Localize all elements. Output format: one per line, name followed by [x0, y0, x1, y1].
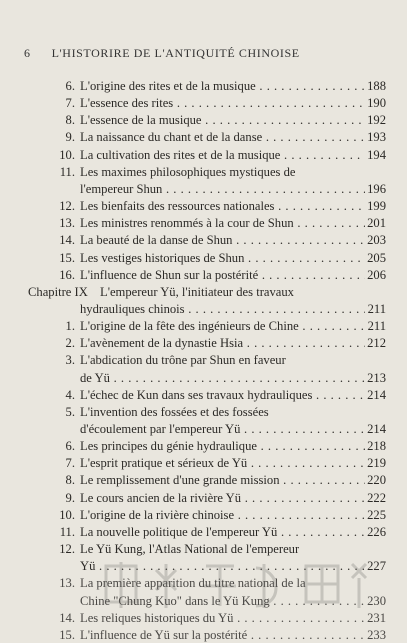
toc-entry	[0, 507, 407, 523]
entry-page-number: 226	[367, 524, 386, 539]
toc-entry	[0, 318, 407, 334]
entry-title: La cultivation des rites et de la musique . . .	[80, 147, 365, 163]
entry-title: L'origine de la fête des ingénieurs de Chine . . .	[80, 318, 365, 334]
toc-entry	[0, 490, 407, 506]
entry-page-number: 203	[367, 233, 386, 248]
entry-number: 8.	[65, 473, 75, 488]
entry-title: Le cours ancien de la rivière Yü . . .	[80, 490, 365, 506]
entry-title: Chine "Chung Kuo" dans le Yü Kung . . .	[80, 593, 365, 609]
entry-number: 11.	[59, 524, 75, 539]
entry-number: 13.	[59, 216, 75, 231]
entry-number: 2.	[65, 336, 75, 351]
entry-number: 13.	[59, 576, 75, 591]
entry-page-number: 225	[367, 507, 386, 522]
entry-number: 7.	[65, 456, 75, 471]
running-header	[24, 46, 384, 61]
entry-title: Le Yü Kung, l'Atlas National de l'empereur	[80, 542, 300, 557]
toc-entry	[0, 250, 407, 266]
entry-title: L'influence de Shun sur la postérité . . .	[80, 267, 365, 283]
toc-entry	[0, 181, 407, 197]
entry-page-number: 196	[367, 181, 386, 196]
toc-entry	[0, 421, 407, 437]
toc-entry	[0, 404, 407, 420]
entry-number: 15.	[59, 250, 75, 265]
entry-title: Les maximes philosophiques mystiques de	[80, 164, 296, 179]
toc-entry	[0, 438, 407, 454]
entry-page-number: 222	[367, 490, 386, 505]
entry-page-number: 218	[367, 439, 386, 454]
entry-number: 12.	[59, 199, 75, 214]
entry-title: L'origine de la rivière chinoise . . .	[80, 507, 365, 523]
entry-title: hydrauliques chinois . . .	[80, 301, 365, 317]
entry-title: L'origine des rites et de la musique . . .	[80, 78, 365, 94]
entry-number: 5.	[65, 404, 75, 419]
entry-number: 1.	[65, 319, 75, 334]
entry-page-number: 192	[367, 113, 386, 128]
running-title: L'HISTORIRE DE L'ANTIQUITÉ CHINOISE	[51, 46, 300, 60]
entry-title: L'échec de Kun dans ses travaux hydrauliques . . .	[80, 387, 365, 403]
entry-number: 6.	[65, 79, 75, 93]
entry-title: L'essence de la musique . . .	[80, 112, 365, 128]
entry-page-number: 231	[367, 610, 386, 625]
page-number: 6	[24, 46, 31, 60]
entry-title: L'abdication du trône par Shun en faveur	[80, 353, 286, 368]
entry-number: 8.	[65, 113, 75, 128]
entry-page-number: 188	[367, 79, 386, 93]
entry-page-number: 205	[367, 250, 386, 265]
toc-entry	[0, 129, 407, 145]
toc-entry	[0, 215, 407, 231]
toc-entry	[0, 78, 407, 94]
entry-title: Les bienfaits des ressources nationales . . .	[80, 198, 365, 214]
entry-title: La beauté de la danse de Shun . . .	[80, 232, 365, 248]
entry-title: L'invention des fossées et des fossées	[80, 404, 269, 419]
entry-title: d'écoulement par l'empereur Yü . . .	[80, 421, 365, 437]
toc-entry	[0, 524, 407, 540]
entry-number: 14.	[59, 233, 75, 248]
toc-entry	[0, 472, 407, 488]
entry-page-number: 206	[367, 267, 386, 282]
entry-page-number: 227	[367, 559, 386, 574]
toc-entry	[0, 541, 407, 557]
entry-page-number: 194	[367, 147, 386, 162]
entry-number: 7.	[65, 96, 75, 111]
entry-page-number: 199	[367, 199, 386, 214]
library-watermark-stamp	[96, 556, 376, 616]
entry-title: Les vestiges historiques de Shun . . .	[80, 250, 365, 266]
entry-title: L'avènement de la dynastie Hsia . . .	[80, 335, 365, 351]
entry-page-number: 230	[367, 593, 386, 608]
entry-page-number: 233	[367, 627, 386, 642]
entry-number: 9.	[65, 130, 75, 145]
entry-page-number: 213	[367, 370, 386, 385]
entry-number: 16.	[59, 267, 75, 282]
toc-entry	[0, 301, 407, 317]
entry-page-number: 201	[367, 216, 386, 231]
toc-entry	[0, 112, 407, 128]
entry-page-number: 214	[367, 387, 386, 402]
entry-page-number: 190	[367, 96, 386, 111]
entry-number: 10.	[59, 507, 75, 522]
entry-title: La nouvelle politique de l'empereur Yü . . .	[80, 524, 365, 540]
entry-title: Les principes du génie hydraulique . . .	[80, 438, 365, 454]
entry-title: Les reliques historiques du Yü . . .	[80, 610, 365, 626]
toc-entry	[0, 164, 407, 180]
entry-title: Les ministres renommés à la cour de Shun . . .	[80, 215, 365, 231]
toc-entry	[0, 267, 407, 283]
toc-entry	[0, 455, 407, 471]
entry-title: Le remplissement d'une grande mission . . .	[80, 472, 365, 488]
entry-number: 15.	[59, 627, 75, 642]
toc-entry	[0, 198, 407, 214]
toc-entry	[0, 387, 407, 403]
entry-number: 9.	[65, 490, 75, 505]
entry-number: 11.	[59, 164, 75, 179]
entry-title: La première apparition du titre national de la	[80, 576, 306, 591]
toc-entry	[0, 627, 407, 643]
entry-title: L'essence des rites . . .	[80, 95, 365, 111]
entry-title: de Yü . . .	[80, 370, 365, 386]
chapter-label: Chapitre IX	[28, 284, 88, 299]
entry-page-number: 193	[367, 130, 386, 145]
toc-entry	[0, 370, 407, 386]
toc-entry	[0, 284, 407, 300]
entry-page-number: 219	[367, 456, 386, 471]
entry-title: Yü . . .	[80, 558, 365, 574]
entry-page-number: 211	[367, 319, 386, 334]
entry-title: l'empereur Shun . . .	[80, 181, 365, 197]
entry-number: 14.	[59, 610, 75, 625]
entry-number: 3.	[65, 353, 75, 368]
entry-title: L'influence de Yü sur la postérité . . .	[80, 627, 365, 643]
entry-page-number: 211	[367, 301, 386, 316]
toc-entry	[0, 95, 407, 111]
toc-entry	[0, 147, 407, 163]
toc-entry	[0, 232, 407, 248]
entry-number: 10.	[59, 147, 75, 162]
entry-title: L'empereur Yü, l'initiateur des travaux	[100, 284, 294, 299]
entry-number: 12.	[59, 542, 75, 557]
toc-entry	[0, 352, 407, 368]
entry-page-number: 214	[367, 422, 386, 436]
entry-page-number: 212	[367, 336, 386, 351]
entry-number: 4.	[65, 387, 75, 402]
entry-number: 6.	[65, 439, 75, 454]
entry-title: L'esprit pratique et sérieux de Yü . . .	[80, 455, 365, 471]
toc-entry	[0, 335, 407, 351]
entry-page-number: 220	[367, 473, 386, 488]
entry-title: La naissance du chant et de la danse . . .	[80, 129, 365, 145]
